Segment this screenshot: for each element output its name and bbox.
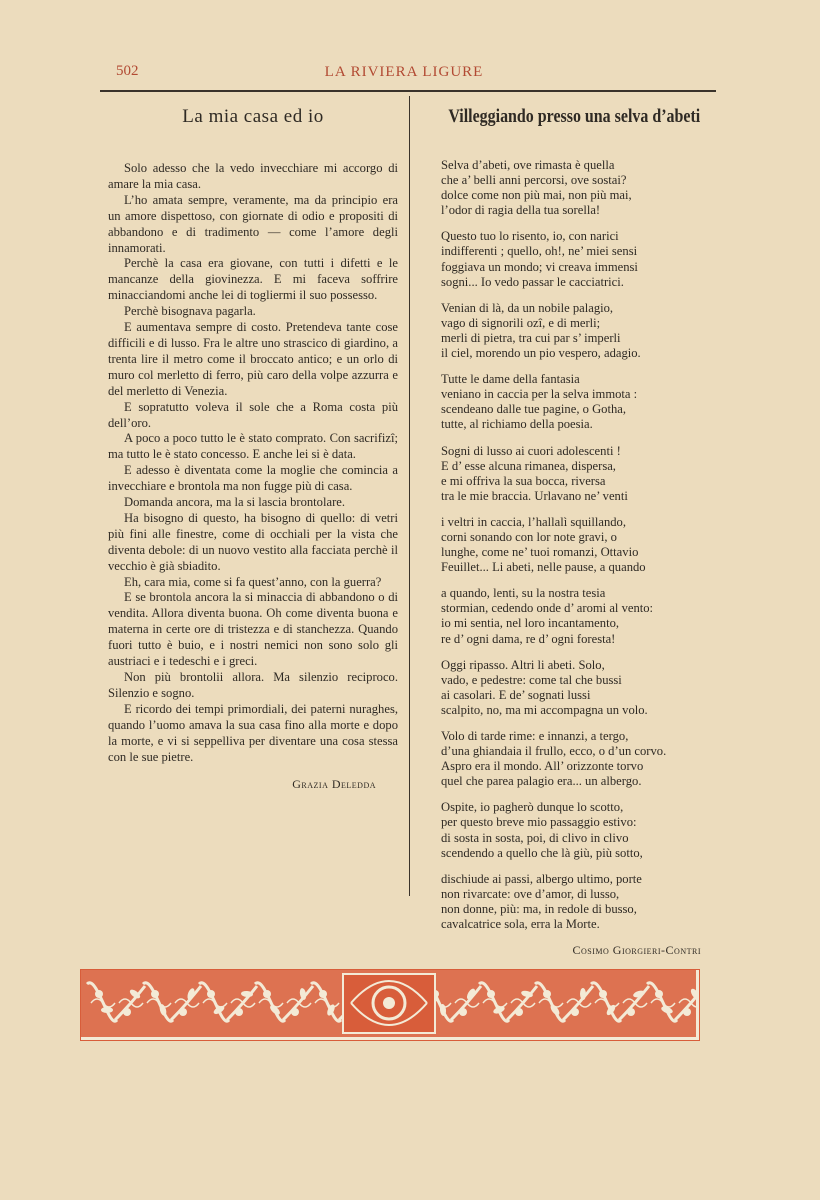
poem-stanza [441, 872, 717, 932]
poem-line: vado, e pedestre: come tal che bussi [441, 672, 622, 687]
prose-paragraph: E adesso è diventata come la moglie che comincia a invecchiare e brontola ma non fugge più di casa. [108, 463, 398, 494]
prose-title: La mia casa ed io [182, 106, 324, 127]
poem-line: corni sonando con lor note gravi, o [441, 529, 617, 544]
poem-line: cavalcatrice sola, erra la Morte. [441, 917, 600, 932]
poem-line: stormian, cedendo onde d’ aromi al vento: [441, 601, 654, 616]
poem-stanza [441, 729, 717, 789]
poem-line: scendendo a quello che là giù, più sotto, [441, 845, 643, 860]
poem-line: Ospite, io pagherò dunque lo scotto, [441, 800, 624, 815]
poem-stanza [441, 372, 717, 432]
poem-body [425, 158, 717, 932]
poem-line: i veltri in caccia, l’hallalì squillando, [441, 514, 626, 529]
poem-line: io mi sentia, nel loro incantamento, [441, 616, 620, 631]
page-number: 502 [116, 63, 139, 79]
prose-column [108, 104, 398, 792]
poem-line: quel che parea palagio era... un albergo. [441, 774, 642, 789]
poem-line: lunghe, come ne’ tuoi romanzi, Ottavio [441, 545, 639, 560]
poem-line: d’una ghiandaia il frullo, ecco, o d’un corvo. [441, 744, 667, 759]
poem-line: di sosta in sosta, poi, di clivo in clivo [441, 830, 629, 845]
prose-paragraph: A poco a poco tutto le è stato comprato. Con sacrifizî; ma tutto le è stato concesso. E anche lei si è data. [108, 431, 398, 462]
poem-line: re d’ ogni dama, re d’ ogni foresta! [441, 631, 616, 646]
poem-line: tutte, al richiamo della poesia. [441, 417, 593, 432]
prose-paragraph: Eh, cara mia, come si fa quest’anno, con la guerra? [124, 574, 382, 589]
poem-line: l’odor di ragia della tua sorella! [441, 203, 601, 218]
poem-line: veniano in caccia per la selva immota : [441, 387, 638, 402]
poem-line: e mi offriva la sua bocca, riversa [441, 473, 606, 488]
prose-paragraph: L’ho amata sempre, veramente, ma da principio era un amore dispettoso, con giornate di odio e propositi di abbandono e di tradimento — come l’amore degli innamorati. [108, 192, 398, 255]
poem-line: scendeano dalle tue pagine, o Gotha, [441, 402, 626, 417]
poem-stanza [441, 158, 717, 218]
prose-paragraph: E sopratutto voleva il sole che a Roma costa più dell’oro. [108, 399, 398, 430]
poem-line: Selva d’abeti, ove rimasta è quella [441, 158, 615, 172]
prose-paragraph: Solo adesso che la vedo invecchiare mi accorgo di amare la mia casa. [108, 161, 398, 191]
prose-paragraph: Domanda ancora, ma la si lascia brontolare. [124, 495, 345, 510]
poem-title: Villeggiando presso una selva d’abeti [448, 106, 701, 127]
poem-stanza [441, 229, 717, 289]
poem-author: Cosimo Giorgieri-Contri [572, 943, 701, 958]
prose-paragraph: E se brontola ancora la si minaccia di abbandono o di vendita. Allora diventa buona. Oh come diventa buona e materna in certe ore di tristezza e di stanchezza. Quando fuori tutto è buio, e i nostri nemici non sono solo gli austriaci e i tedeschi e i greci. [108, 590, 398, 669]
poem-line: Venian di là, da un nobile palagio, [441, 300, 614, 315]
poem-line: non donne, più: ma, in redole di busso, [441, 901, 637, 916]
poem-stanza [441, 444, 717, 504]
poem-stanza [441, 515, 717, 575]
poem-line: Questo tuo lo risento, io, con narici [441, 229, 619, 244]
prose-paragraph: Ha bisogno di questo, ha bisogno di quello: di vetri più fini alle finestre, come di occhiali per la vista che diventa debole: di un nuovo vestito alla facciata perchè il vecchio è già sbiadito. [108, 510, 398, 573]
poem-stanza [441, 301, 717, 361]
poem-line: foggiava un mondo; vi creava immensi [441, 259, 638, 274]
poem-line: E d’ esse alcuna rimanea, dispersa, [441, 458, 616, 473]
poem-line: non rivarcate: ove d’amor, di lusso, [441, 886, 620, 901]
poem-line: Tutte le dame della fantasia [441, 372, 580, 387]
poem-line: il ciel, morendo un pio vespero, adagio. [441, 346, 641, 361]
poem-line: che a’ belli anni percorsi, ove sostai? [441, 173, 627, 188]
prose-body [108, 161, 398, 765]
running-head: LA RIVIERA LIGURE [324, 64, 484, 80]
poem-line: merli di pietra, tra cui par s’ imperli [441, 330, 621, 345]
floral-ornament [80, 969, 700, 1041]
prose-author: Grazia Deledda [292, 777, 376, 792]
poem-line: Aspro era il mondo. All’ orizzonte torvo [441, 759, 644, 774]
poem-line: Sogni di lusso ai cuori adolescenti ! [441, 443, 621, 458]
poem-line: per questo breve mio passaggio estivo: [441, 815, 637, 830]
poem-line: scalpito, no, ma mi accompagna un volo. [441, 702, 648, 717]
prose-paragraph: Perchè bisognava pagarla. [124, 304, 256, 319]
poem-line: tra le mie braccia. Urlavano ne’ venti [441, 488, 628, 503]
poem-line: dischiude ai passi, albergo ultimo, porte [441, 871, 642, 886]
header-rule [100, 90, 716, 92]
floral-ornament-icon [81, 970, 696, 1037]
prose-paragraph: E ricordo dei tempi primordiali, dei paterni nuraghes, quando l’uomo amava la sua casa fino alla morte e dopo la morte, e vi si seppelliva per diventare una cosa stessa con le sue pietre. [108, 701, 398, 764]
poem-line: Feuillet... Li abeti, nelle pause, a quando [441, 560, 646, 575]
poem-stanza [441, 658, 717, 718]
poem-line: Oggi ripasso. Altri li abeti. Solo, [441, 657, 605, 672]
poem-stanza [441, 800, 717, 860]
poem-line: a quando, lenti, su la nostra tesia [441, 586, 606, 601]
prose-paragraph: Non più brontolii allora. Ma silenzio reciproco. Silenzio e sogno. [108, 670, 398, 700]
poem-line: indifferenti ; quello, oh!, ne’ miei sensi [441, 244, 638, 259]
poem-line: vago di signorili ozî, e di merli; [441, 315, 601, 330]
prose-paragraph: E aumentava sempre di costo. Pretendeva tante cose difficili e di lusso. Fra le altre uno strascico di giardino, a trenta lire il metro come il broccato antico; e un orlo di muro col merletto di ferro, più caro della volpe azzurra e del merletto di Venezia. [108, 320, 398, 398]
poem-stanza [441, 586, 717, 646]
poem-line: sogni... Io vedo passar le cacciatrici. [441, 274, 624, 289]
poem-column [425, 104, 717, 958]
poem-line: Volo di tarde rime: e innanzi, a tergo, [441, 729, 629, 743]
poem-line: ai casolari. E de’ sognati lussi [441, 687, 591, 702]
prose-paragraph: Perchè la casa era giovane, con tutti i difetti e le mancanze della giovinezza. E mi faceva soffrire minacciandomi anche lei di togliermi il suo possesso. [108, 256, 398, 303]
poem-line: dolce come non più mai, non più mai, [441, 188, 632, 203]
column-divider [409, 96, 410, 896]
